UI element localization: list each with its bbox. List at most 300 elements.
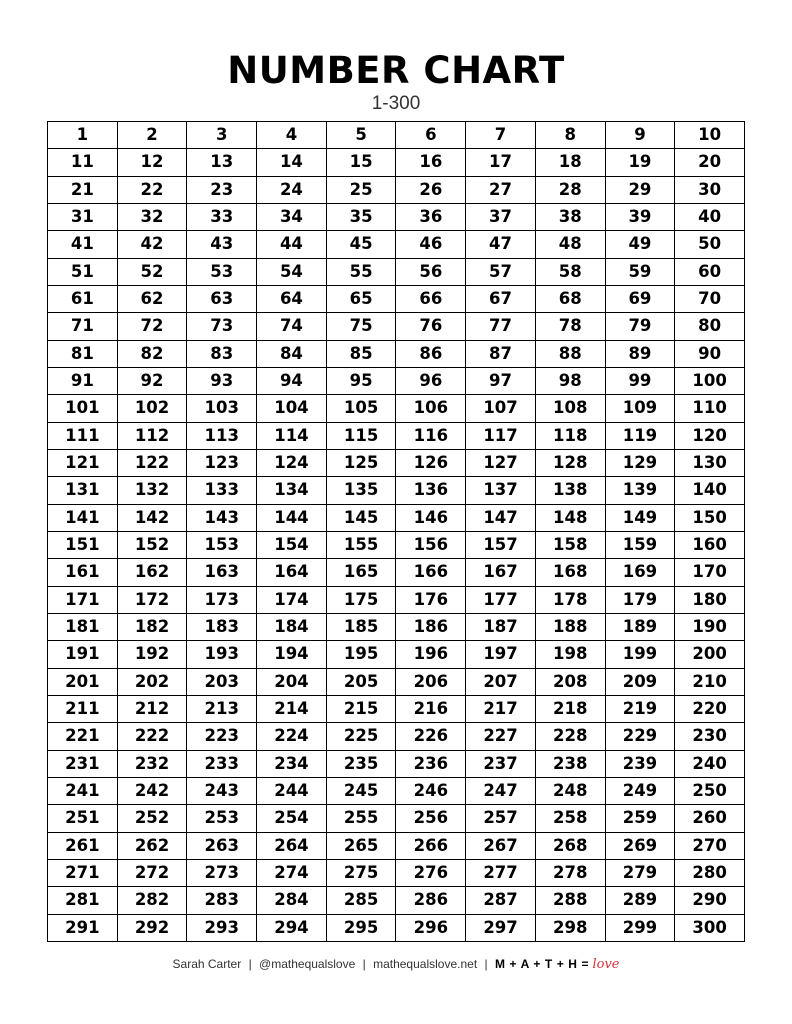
- number-cell: 211: [48, 696, 118, 723]
- number-cell: 24: [257, 177, 327, 204]
- number-cell: 252: [118, 805, 188, 832]
- number-cell: 255: [327, 805, 397, 832]
- number-cell: 177: [466, 587, 536, 614]
- footer-love-script: love: [592, 957, 620, 972]
- number-cell: 289: [606, 887, 676, 914]
- number-cell: 156: [396, 532, 466, 559]
- number-cell: 110: [675, 395, 745, 422]
- number-cell: 120: [675, 423, 745, 450]
- number-cell: 109: [606, 395, 676, 422]
- number-cell: 219: [606, 696, 676, 723]
- number-cell: 99: [606, 368, 676, 395]
- number-cell: 201: [48, 669, 118, 696]
- number-cell: 205: [327, 669, 397, 696]
- number-cell: 139: [606, 477, 676, 504]
- number-cell: 85: [327, 341, 397, 368]
- number-cell: 242: [118, 778, 188, 805]
- number-cell: 62: [118, 286, 188, 313]
- number-cell: 210: [675, 669, 745, 696]
- number-cell: 243: [187, 778, 257, 805]
- number-cell: 234: [257, 751, 327, 778]
- number-cell: 227: [466, 723, 536, 750]
- footer-author: Sarah Carter: [172, 957, 242, 971]
- number-cell: 48: [536, 231, 606, 258]
- number-cell: 244: [257, 778, 327, 805]
- number-cell: 207: [466, 669, 536, 696]
- number-cell: 239: [606, 751, 676, 778]
- number-cell: 297: [466, 915, 536, 942]
- number-cell: 94: [257, 368, 327, 395]
- number-cell: 128: [536, 450, 606, 477]
- number-cell: 19: [606, 149, 676, 176]
- number-cell: 279: [606, 860, 676, 887]
- number-cell: 29: [606, 177, 676, 204]
- number-cell: 131: [48, 477, 118, 504]
- number-cell: 70: [675, 286, 745, 313]
- number-cell: 17: [466, 149, 536, 176]
- number-cell: 281: [48, 887, 118, 914]
- number-cell: 238: [536, 751, 606, 778]
- number-cell: 235: [327, 751, 397, 778]
- number-cell: 185: [327, 614, 397, 641]
- number-cell: 224: [257, 723, 327, 750]
- number-cell: 75: [327, 313, 397, 340]
- number-cell: 169: [606, 559, 676, 586]
- number-cell: 199: [606, 641, 676, 668]
- number-cell: 247: [466, 778, 536, 805]
- number-cell: 250: [675, 778, 745, 805]
- number-cell: 298: [536, 915, 606, 942]
- number-cell: 134: [257, 477, 327, 504]
- number-cell: 215: [327, 696, 397, 723]
- number-cell: 65: [327, 286, 397, 313]
- number-cell: 220: [675, 696, 745, 723]
- number-cell: 90: [675, 341, 745, 368]
- number-cell: 73: [187, 313, 257, 340]
- number-cell: 212: [118, 696, 188, 723]
- number-cell: 221: [48, 723, 118, 750]
- number-cell: 288: [536, 887, 606, 914]
- number-cell: 151: [48, 532, 118, 559]
- number-cell: 45: [327, 231, 397, 258]
- number-cell: 274: [257, 860, 327, 887]
- number-cell: 154: [257, 532, 327, 559]
- number-cell: 283: [187, 887, 257, 914]
- number-cell: 88: [536, 341, 606, 368]
- number-cell: 214: [257, 696, 327, 723]
- number-cell: 15: [327, 149, 397, 176]
- number-cell: 98: [536, 368, 606, 395]
- number-cell: 105: [327, 395, 397, 422]
- number-cell: 225: [327, 723, 397, 750]
- number-cell: 126: [396, 450, 466, 477]
- number-cell: 150: [675, 505, 745, 532]
- number-cell: 93: [187, 368, 257, 395]
- number-cell: 122: [118, 450, 188, 477]
- number-cell: 86: [396, 341, 466, 368]
- number-cell: 1: [48, 122, 118, 149]
- number-cell: 273: [187, 860, 257, 887]
- number-cell: 282: [118, 887, 188, 914]
- number-cell: 178: [536, 587, 606, 614]
- number-cell: 14: [257, 149, 327, 176]
- number-cell: 170: [675, 559, 745, 586]
- number-cell: 100: [675, 368, 745, 395]
- number-cell: 218: [536, 696, 606, 723]
- number-cell: 51: [48, 259, 118, 286]
- number-cell: 292: [118, 915, 188, 942]
- footer-website: mathequalslove.net: [373, 957, 478, 971]
- number-cell: 30: [675, 177, 745, 204]
- number-cell: 145: [327, 505, 397, 532]
- number-cell: 164: [257, 559, 327, 586]
- number-cell: 124: [257, 450, 327, 477]
- number-cell: 10: [675, 122, 745, 149]
- number-cell: 231: [48, 751, 118, 778]
- number-cell: 237: [466, 751, 536, 778]
- number-cell: 184: [257, 614, 327, 641]
- number-cell: 280: [675, 860, 745, 887]
- number-cell: 159: [606, 532, 676, 559]
- number-cell: 31: [48, 204, 118, 231]
- number-cell: 189: [606, 614, 676, 641]
- number-cell: 245: [327, 778, 397, 805]
- number-cell: 50: [675, 231, 745, 258]
- number-cell: 8: [536, 122, 606, 149]
- number-cell: 119: [606, 423, 676, 450]
- number-cell: 262: [118, 833, 188, 860]
- footer: [0, 955, 792, 974]
- number-cell: 121: [48, 450, 118, 477]
- number-cell: 82: [118, 341, 188, 368]
- number-cell: 74: [257, 313, 327, 340]
- number-cell: 236: [396, 751, 466, 778]
- number-cell: 176: [396, 587, 466, 614]
- number-cell: 147: [466, 505, 536, 532]
- number-cell: 217: [466, 696, 536, 723]
- number-cell: 118: [536, 423, 606, 450]
- number-cell: 203: [187, 669, 257, 696]
- number-cell: 95: [327, 368, 397, 395]
- number-cell: 103: [187, 395, 257, 422]
- number-cell: 174: [257, 587, 327, 614]
- number-cell: 6: [396, 122, 466, 149]
- number-cell: 182: [118, 614, 188, 641]
- number-cell: 79: [606, 313, 676, 340]
- number-cell: 275: [327, 860, 397, 887]
- number-cell: 36: [396, 204, 466, 231]
- number-cell: 263: [187, 833, 257, 860]
- number-cell: 41: [48, 231, 118, 258]
- number-cell: 136: [396, 477, 466, 504]
- number-cell: 56: [396, 259, 466, 286]
- number-grid: [47, 121, 745, 942]
- number-cell: 72: [118, 313, 188, 340]
- number-cell: 49: [606, 231, 676, 258]
- number-cell: 285: [327, 887, 397, 914]
- number-cell: 3: [187, 122, 257, 149]
- number-cell: 208: [536, 669, 606, 696]
- number-cell: 40: [675, 204, 745, 231]
- number-cell: 91: [48, 368, 118, 395]
- number-cell: 104: [257, 395, 327, 422]
- number-cell: 223: [187, 723, 257, 750]
- number-cell: 209: [606, 669, 676, 696]
- number-cell: 97: [466, 368, 536, 395]
- number-cell: 258: [536, 805, 606, 832]
- number-cell: 11: [48, 149, 118, 176]
- number-cell: 190: [675, 614, 745, 641]
- number-cell: 102: [118, 395, 188, 422]
- number-cell: 268: [536, 833, 606, 860]
- footer-separator: |: [484, 957, 488, 971]
- number-cell: 233: [187, 751, 257, 778]
- number-cell: 276: [396, 860, 466, 887]
- number-cell: 153: [187, 532, 257, 559]
- number-cell: 140: [675, 477, 745, 504]
- number-cell: 194: [257, 641, 327, 668]
- number-cell: 111: [48, 423, 118, 450]
- number-cell: 251: [48, 805, 118, 832]
- number-cell: 76: [396, 313, 466, 340]
- number-cell: 53: [187, 259, 257, 286]
- number-cell: 4: [257, 122, 327, 149]
- number-cell: 188: [536, 614, 606, 641]
- number-cell: 149: [606, 505, 676, 532]
- footer-separator: |: [362, 957, 366, 971]
- number-cell: 186: [396, 614, 466, 641]
- number-cell: 191: [48, 641, 118, 668]
- number-cell: 117: [466, 423, 536, 450]
- number-cell: 132: [118, 477, 188, 504]
- number-cell: 293: [187, 915, 257, 942]
- number-cell: 162: [118, 559, 188, 586]
- number-cell: 137: [466, 477, 536, 504]
- number-cell: 249: [606, 778, 676, 805]
- number-cell: 123: [187, 450, 257, 477]
- number-cell: 171: [48, 587, 118, 614]
- number-cell: 127: [466, 450, 536, 477]
- number-cell: 69: [606, 286, 676, 313]
- number-cell: 296: [396, 915, 466, 942]
- number-cell: 115: [327, 423, 397, 450]
- number-cell: 175: [327, 587, 397, 614]
- number-cell: 230: [675, 723, 745, 750]
- number-cell: 16: [396, 149, 466, 176]
- number-cell: 26: [396, 177, 466, 204]
- number-cell: 146: [396, 505, 466, 532]
- page-subtitle: 1-300: [371, 93, 421, 114]
- number-cell: 47: [466, 231, 536, 258]
- number-cell: 34: [257, 204, 327, 231]
- number-cell: 2: [118, 122, 188, 149]
- number-cell: 240: [675, 751, 745, 778]
- number-cell: 232: [118, 751, 188, 778]
- number-cell: 125: [327, 450, 397, 477]
- number-cell: 259: [606, 805, 676, 832]
- number-cell: 290: [675, 887, 745, 914]
- number-cell: 66: [396, 286, 466, 313]
- number-cell: 108: [536, 395, 606, 422]
- number-cell: 83: [187, 341, 257, 368]
- number-cell: 173: [187, 587, 257, 614]
- number-cell: 35: [327, 204, 397, 231]
- number-cell: 300: [675, 915, 745, 942]
- number-cell: 163: [187, 559, 257, 586]
- number-cell: 241: [48, 778, 118, 805]
- number-cell: 116: [396, 423, 466, 450]
- number-cell: 135: [327, 477, 397, 504]
- number-cell: 130: [675, 450, 745, 477]
- number-cell: 96: [396, 368, 466, 395]
- number-cell: 222: [118, 723, 188, 750]
- footer-brand: M + A + T + H =: [494, 957, 590, 971]
- number-cell: 25: [327, 177, 397, 204]
- number-cell: 195: [327, 641, 397, 668]
- number-cell: 265: [327, 833, 397, 860]
- number-cell: 37: [466, 204, 536, 231]
- number-cell: 204: [257, 669, 327, 696]
- number-cell: 193: [187, 641, 257, 668]
- number-cell: 167: [466, 559, 536, 586]
- number-cell: 7: [466, 122, 536, 149]
- number-cell: 52: [118, 259, 188, 286]
- number-cell: 272: [118, 860, 188, 887]
- number-cell: 254: [257, 805, 327, 832]
- number-cell: 144: [257, 505, 327, 532]
- number-cell: 87: [466, 341, 536, 368]
- number-cell: 160: [675, 532, 745, 559]
- number-cell: 20: [675, 149, 745, 176]
- number-cell: 23: [187, 177, 257, 204]
- number-cell: 200: [675, 641, 745, 668]
- number-cell: 269: [606, 833, 676, 860]
- number-cell: 28: [536, 177, 606, 204]
- number-cell: 22: [118, 177, 188, 204]
- number-cell: 55: [327, 259, 397, 286]
- number-cell: 21: [48, 177, 118, 204]
- number-cell: 261: [48, 833, 118, 860]
- number-cell: 229: [606, 723, 676, 750]
- number-cell: 138: [536, 477, 606, 504]
- number-cell: 168: [536, 559, 606, 586]
- number-cell: 180: [675, 587, 745, 614]
- number-cell: 12: [118, 149, 188, 176]
- number-cell: 77: [466, 313, 536, 340]
- number-cell: 277: [466, 860, 536, 887]
- number-cell: 5: [327, 122, 397, 149]
- number-cell: 166: [396, 559, 466, 586]
- footer-handle: @mathequalslove: [259, 957, 356, 971]
- number-cell: 59: [606, 259, 676, 286]
- number-cell: 114: [257, 423, 327, 450]
- number-cell: 27: [466, 177, 536, 204]
- number-cell: 152: [118, 532, 188, 559]
- number-cell: 113: [187, 423, 257, 450]
- number-cell: 38: [536, 204, 606, 231]
- number-cell: 183: [187, 614, 257, 641]
- number-cell: 198: [536, 641, 606, 668]
- number-cell: 278: [536, 860, 606, 887]
- number-cell: 81: [48, 341, 118, 368]
- number-cell: 158: [536, 532, 606, 559]
- number-cell: 228: [536, 723, 606, 750]
- number-cell: 13: [187, 149, 257, 176]
- number-cell: 299: [606, 915, 676, 942]
- number-cell: 9: [606, 122, 676, 149]
- number-cell: 60: [675, 259, 745, 286]
- number-cell: 33: [187, 204, 257, 231]
- footer-separator: |: [248, 957, 252, 971]
- number-cell: 143: [187, 505, 257, 532]
- number-cell: 295: [327, 915, 397, 942]
- number-cell: 253: [187, 805, 257, 832]
- number-cell: 101: [48, 395, 118, 422]
- number-cell: 157: [466, 532, 536, 559]
- number-cell: 216: [396, 696, 466, 723]
- number-cell: 196: [396, 641, 466, 668]
- number-cell: 284: [257, 887, 327, 914]
- number-cell: 43: [187, 231, 257, 258]
- number-cell: 206: [396, 669, 466, 696]
- number-cell: 187: [466, 614, 536, 641]
- number-cell: 246: [396, 778, 466, 805]
- number-cell: 165: [327, 559, 397, 586]
- number-cell: 161: [48, 559, 118, 586]
- number-cell: 18: [536, 149, 606, 176]
- number-cell: 54: [257, 259, 327, 286]
- number-cell: 286: [396, 887, 466, 914]
- number-cell: 287: [466, 887, 536, 914]
- number-cell: 270: [675, 833, 745, 860]
- number-cell: 264: [257, 833, 327, 860]
- number-cell: 32: [118, 204, 188, 231]
- number-cell: 57: [466, 259, 536, 286]
- number-cell: 148: [536, 505, 606, 532]
- number-cell: 266: [396, 833, 466, 860]
- number-cell: 141: [48, 505, 118, 532]
- number-cell: 133: [187, 477, 257, 504]
- number-cell: 197: [466, 641, 536, 668]
- number-cell: 294: [257, 915, 327, 942]
- number-cell: 192: [118, 641, 188, 668]
- number-cell: 58: [536, 259, 606, 286]
- number-cell: 92: [118, 368, 188, 395]
- number-cell: 226: [396, 723, 466, 750]
- number-cell: 213: [187, 696, 257, 723]
- number-cell: 172: [118, 587, 188, 614]
- number-cell: 248: [536, 778, 606, 805]
- number-cell: 267: [466, 833, 536, 860]
- page-title: NUMBER CHART: [227, 49, 565, 92]
- number-cell: 64: [257, 286, 327, 313]
- number-cell: 78: [536, 313, 606, 340]
- number-cell: 256: [396, 805, 466, 832]
- number-cell: 68: [536, 286, 606, 313]
- number-cell: 107: [466, 395, 536, 422]
- number-cell: 61: [48, 286, 118, 313]
- number-cell: 46: [396, 231, 466, 258]
- number-cell: 129: [606, 450, 676, 477]
- number-cell: 179: [606, 587, 676, 614]
- number-cell: 291: [48, 915, 118, 942]
- number-cell: 44: [257, 231, 327, 258]
- number-cell: 80: [675, 313, 745, 340]
- number-cell: 112: [118, 423, 188, 450]
- number-cell: 142: [118, 505, 188, 532]
- number-cell: 181: [48, 614, 118, 641]
- number-cell: 202: [118, 669, 188, 696]
